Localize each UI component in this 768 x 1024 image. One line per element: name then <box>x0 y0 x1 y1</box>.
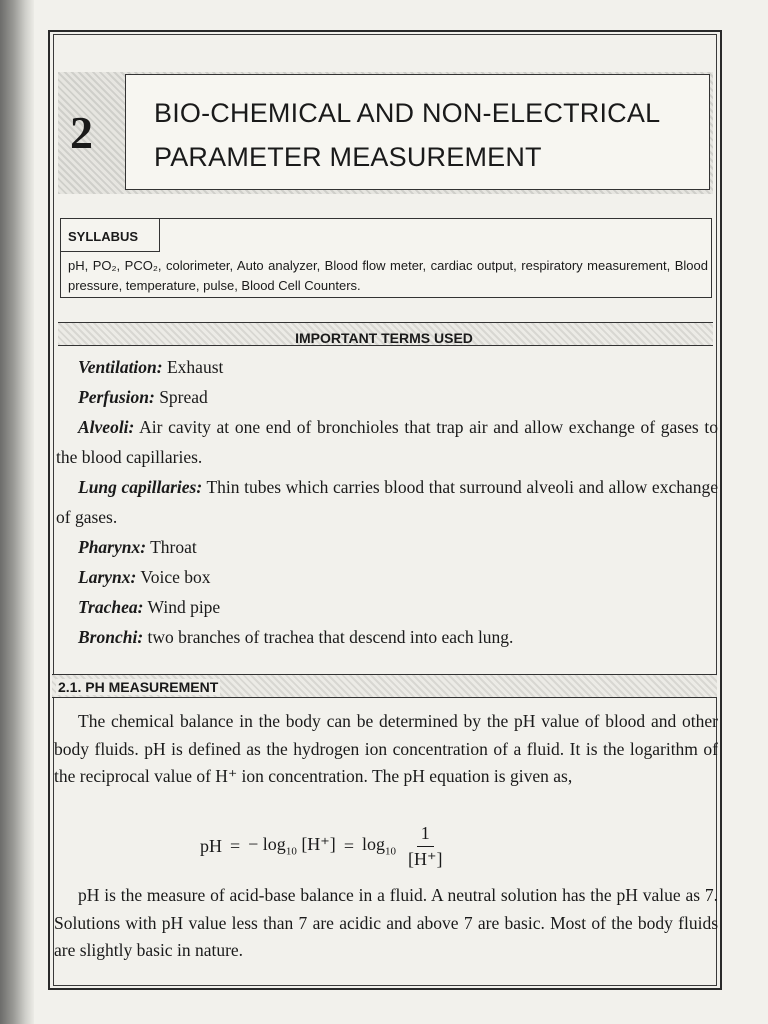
chapter-number: 2 <box>70 107 93 158</box>
chapter-title <box>125 74 710 190</box>
term-definition: Exhaust <box>162 357 224 377</box>
terms-list <box>56 352 718 652</box>
term-item <box>56 412 718 472</box>
equation-middle: − $\log_{10} [H^+]$ <box>248 834 336 858</box>
term-item <box>56 532 718 562</box>
book-spine-shadow <box>0 0 34 1024</box>
syllabus-label: SYLLABUS <box>60 218 160 252</box>
fraction-numerator: 1 <box>417 823 434 847</box>
term-definition: Thin tubes which carries blood that surround alveoli and allow exchange of gases. <box>56 477 718 527</box>
equation-fraction <box>408 823 443 870</box>
equation-equals: = <box>230 835 241 856</box>
term-item <box>56 592 718 622</box>
term-label: Perfusion: <box>78 387 155 407</box>
term-label: Alveoli: <box>78 417 135 437</box>
term-label: Trachea: <box>78 597 144 617</box>
term-label: Ventilation: <box>78 357 163 377</box>
term-definition: Spread <box>154 387 208 407</box>
term-label: Larynx: <box>78 567 137 587</box>
chapter-title-line2: PARAMETER MEASUREMENT <box>154 142 542 172</box>
section-title: 2.1. PH MEASUREMENT <box>58 679 219 695</box>
term-definition: two branches of trachea that descend into each lung. <box>143 627 514 647</box>
term-item <box>56 382 718 412</box>
section-paragraph-1 <box>54 708 718 791</box>
term-label: Lung capillaries: <box>78 477 203 497</box>
term-item <box>56 562 718 592</box>
equation-equals: = <box>343 835 354 856</box>
term-item <box>56 352 718 382</box>
chapter-title-line1: BIO-CHEMICAL AND NON-ELECTRICAL <box>154 98 661 128</box>
term-label: Pharynx: <box>78 537 147 557</box>
term-label: Bronchi: <box>78 627 144 647</box>
term-definition: Throat <box>146 537 197 557</box>
paragraph-text: pH is the measure of acid-base balance in a fluid. A neutral solution has the pH value as 7. Solutions with pH value less than 7 are acidic and above 7 are basic. Most of the body fluids are slightly basic in nature. <box>54 885 718 960</box>
term-definition: Wind pipe <box>143 597 221 617</box>
syllabus-text: pH, PO₂, PCO₂, colorimeter, Auto analyzer, Blood flow meter, cardiac output, respiratory measurement, Blood pressure, temperature, pulse, Blood Cell Counters. <box>68 258 708 293</box>
paragraph-text: The chemical balance in the body can be determined by the pH value of blood and other body fluids. pH is defined as the hydrogen ion concentration of a fluid. It is the logarithm of the reciprocal value of H⁺ ion concentration. The pH equation is given as, <box>54 711 718 786</box>
equation-lhs: pH <box>200 835 222 856</box>
ph-equation <box>200 818 442 874</box>
term-item <box>56 622 718 652</box>
equation-rhs: $\log_{10}$ <box>361 834 396 858</box>
fraction-denominator: [H⁺] <box>407 848 443 869</box>
term-definition: Voice box <box>136 567 211 587</box>
important-terms-heading: IMPORTANT TERMS USED <box>295 330 473 346</box>
section-paragraph-2 <box>54 882 718 965</box>
term-definition: Air cavity at one end of bronchioles that trap air and allow exchange of gases to the blood capillaries. <box>56 417 718 467</box>
term-item <box>56 472 718 532</box>
